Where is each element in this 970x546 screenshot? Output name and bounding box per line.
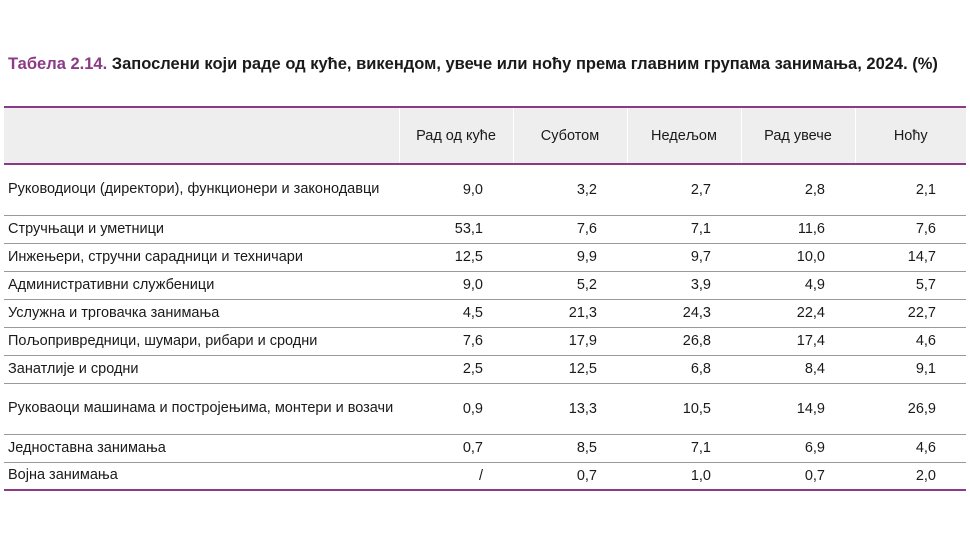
table-cell: 22,4 bbox=[741, 299, 855, 327]
table-cell: 6,8 bbox=[627, 355, 741, 383]
row-label: Инжењери, стручни сарадници и техничари bbox=[4, 243, 399, 271]
header-corner-cell bbox=[4, 107, 399, 164]
table-cell: 0,7 bbox=[513, 462, 627, 490]
table-cell: 4,5 bbox=[399, 299, 513, 327]
table-cell: 5,7 bbox=[855, 271, 966, 299]
table-cell: 7,6 bbox=[513, 215, 627, 243]
table-cell: 2,7 bbox=[627, 164, 741, 215]
table-row bbox=[4, 164, 966, 215]
table-cell: 7,1 bbox=[627, 434, 741, 462]
table-cell: 2,0 bbox=[855, 462, 966, 490]
table-row bbox=[4, 299, 966, 327]
table-cell: 0,9 bbox=[399, 383, 513, 434]
row-label: Пољопривредници, шумари, рибари и сродни bbox=[4, 327, 399, 355]
table-row bbox=[4, 355, 966, 383]
table-cell: 7,6 bbox=[399, 327, 513, 355]
column-header: Недељом bbox=[627, 107, 741, 164]
table-cell: 26,9 bbox=[855, 383, 966, 434]
table-cell: 2,8 bbox=[741, 164, 855, 215]
table-cell: 14,9 bbox=[741, 383, 855, 434]
table-cell: 5,2 bbox=[513, 271, 627, 299]
column-header: Ноћу bbox=[855, 107, 966, 164]
row-label: Руковаоци машинама и постројењима, монтери и возачи bbox=[4, 383, 399, 434]
table-row bbox=[4, 271, 966, 299]
row-label: Војна занимања bbox=[4, 462, 399, 490]
row-label: Руководиоци (директори), функционери и законодавци bbox=[4, 164, 399, 215]
data-table bbox=[4, 106, 966, 491]
table-cell: 17,4 bbox=[741, 327, 855, 355]
table-cell: 0,7 bbox=[741, 462, 855, 490]
table-cell: 4,6 bbox=[855, 434, 966, 462]
table-cell: 22,7 bbox=[855, 299, 966, 327]
row-label: Стручњаци и уметници bbox=[4, 215, 399, 243]
table-row bbox=[4, 327, 966, 355]
table-cell: 10,5 bbox=[627, 383, 741, 434]
table-cell: 9,9 bbox=[513, 243, 627, 271]
table-caption: Запослени који раде од куће, викендом, увече или ноћу према главним групама занимања, 2024. (%) bbox=[111, 55, 938, 73]
table-row bbox=[4, 462, 966, 490]
table-row bbox=[4, 215, 966, 243]
table-cell: 3,9 bbox=[627, 271, 741, 299]
table-cell: 24,3 bbox=[627, 299, 741, 327]
column-header: Рад од куће bbox=[399, 107, 513, 164]
row-label: Занатлије и сродни bbox=[4, 355, 399, 383]
table-cell: 11,6 bbox=[741, 215, 855, 243]
table-cell: 9,0 bbox=[399, 164, 513, 215]
table-cell: / bbox=[399, 462, 513, 490]
table-cell: 14,7 bbox=[855, 243, 966, 271]
table-row bbox=[4, 383, 966, 434]
column-header: Суботом bbox=[513, 107, 627, 164]
table-cell: 53,1 bbox=[399, 215, 513, 243]
table-cell: 8,4 bbox=[741, 355, 855, 383]
table-cell: 17,9 bbox=[513, 327, 627, 355]
table-cell: 8,5 bbox=[513, 434, 627, 462]
table-row bbox=[4, 243, 966, 271]
table-cell: 2,5 bbox=[399, 355, 513, 383]
table-cell: 7,1 bbox=[627, 215, 741, 243]
row-label: Административни службеници bbox=[4, 271, 399, 299]
table-cell: 9,0 bbox=[399, 271, 513, 299]
table-cell: 4,6 bbox=[855, 327, 966, 355]
header-row bbox=[4, 107, 966, 164]
table-cell: 0,7 bbox=[399, 434, 513, 462]
table-cell: 9,1 bbox=[855, 355, 966, 383]
table-cell: 3,2 bbox=[513, 164, 627, 215]
table-cell: 26,8 bbox=[627, 327, 741, 355]
table-cell: 7,6 bbox=[855, 215, 966, 243]
table-cell: 21,3 bbox=[513, 299, 627, 327]
column-header: Рад увече bbox=[741, 107, 855, 164]
table-cell: 12,5 bbox=[513, 355, 627, 383]
row-label: Услужна и трговачка занимања bbox=[4, 299, 399, 327]
table-cell: 12,5 bbox=[399, 243, 513, 271]
row-label: Једноставна занимања bbox=[4, 434, 399, 462]
table-cell: 1,0 bbox=[627, 462, 741, 490]
table-cell: 13,3 bbox=[513, 383, 627, 434]
table-cell: 4,9 bbox=[741, 271, 855, 299]
table-cell: 2,1 bbox=[855, 164, 966, 215]
table-cell: 10,0 bbox=[741, 243, 855, 271]
table-title bbox=[8, 53, 963, 75]
table-cell: 9,7 bbox=[627, 243, 741, 271]
table-number: Табела 2.14. bbox=[8, 55, 108, 73]
table-cell: 6,9 bbox=[741, 434, 855, 462]
table-row bbox=[4, 434, 966, 462]
